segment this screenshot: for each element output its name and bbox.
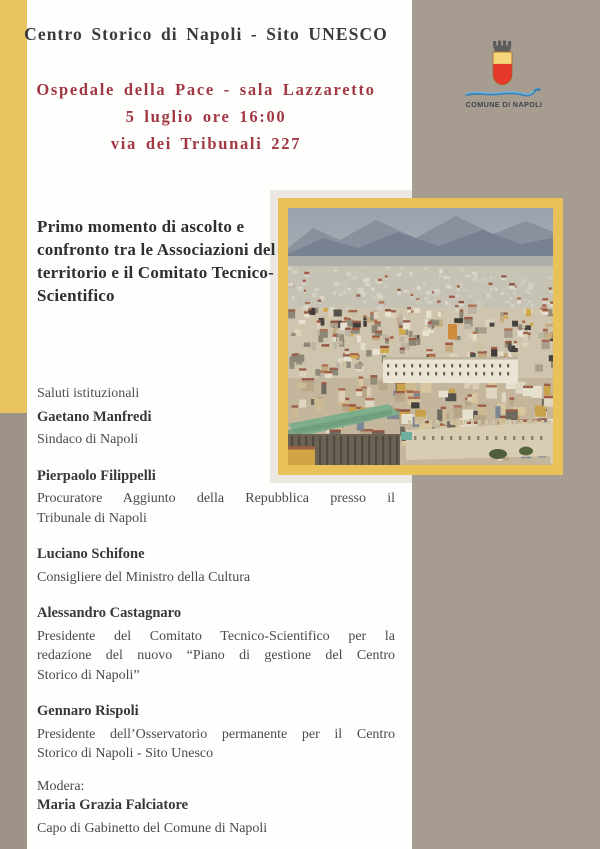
speaker-role: Storico di Napoli - Sito Unesco bbox=[37, 746, 214, 761]
program-list bbox=[37, 384, 395, 838]
logo-caption: COMUNE DI NAPOLI bbox=[465, 100, 543, 109]
speaker-role: Procuratore Aggiunto della Repubblica presso il bbox=[37, 491, 395, 506]
intro-line: Scientifico bbox=[37, 286, 115, 305]
left-accent-stripe-gray bbox=[0, 413, 27, 849]
speaker-name: Alessandro Castagnaro bbox=[37, 605, 182, 621]
speaker-name: Gaetano Manfredi bbox=[37, 408, 152, 425]
event-info bbox=[0, 76, 412, 157]
speaker-role: Presidente del Comitato Tecnico-Scientifico per la bbox=[37, 628, 395, 644]
event-address: via dei Tribunali 227 bbox=[110, 134, 302, 153]
speaker-name: Gennaro Rispoli bbox=[37, 703, 139, 719]
comune-di-napoli-logo bbox=[460, 38, 548, 112]
moderator-role: Capo di Gabinetto del Comune di Napoli bbox=[37, 820, 268, 836]
intro-line: Primo momento di ascolto e bbox=[37, 217, 245, 236]
left-accent-stripe-yellow bbox=[0, 0, 27, 413]
speaker-entry bbox=[37, 408, 395, 450]
speaker-role: Consigliere del Ministro della Cultura bbox=[37, 569, 251, 585]
speaker-name: Luciano Schifone bbox=[37, 546, 145, 562]
section-label: Saluti istituzionali bbox=[37, 386, 140, 401]
event-datetime: 5 luglio ore 16:00 bbox=[125, 107, 287, 126]
speaker-role: Tribunale di Napoli bbox=[37, 510, 147, 526]
event-venue: Ospedale della Pace - sala Lazzaretto bbox=[36, 80, 376, 99]
napoli-crest-icon bbox=[460, 38, 548, 112]
moderator-entry bbox=[37, 777, 395, 839]
intro-line: confronto tra le Associazioni del bbox=[37, 240, 276, 259]
speaker-role: Storico di Napoli” bbox=[37, 667, 140, 683]
page-title: Centro Storico di Napoli - Sito UNESCO bbox=[24, 24, 388, 44]
intro-line: territorio e il Comitato Tecnico- bbox=[37, 263, 274, 282]
speaker-entry bbox=[37, 467, 395, 529]
moderator-name: Maria Grazia Falciatore bbox=[37, 797, 189, 813]
speaker-role: Sindaco di Napoli bbox=[37, 432, 139, 447]
speaker-entry bbox=[37, 604, 395, 685]
speaker-entry bbox=[37, 702, 395, 764]
speaker-entry bbox=[37, 545, 395, 587]
speaker-name: Pierpaolo Filippelli bbox=[37, 467, 156, 484]
speaker-role: Presidente dell’Osservatorio permanente per il Centro bbox=[37, 726, 395, 742]
intro-paragraph bbox=[37, 215, 409, 307]
moderator-label: Modera: bbox=[37, 778, 85, 794]
speaker-role: redazione del nuovo “Piano di gestione del Centro bbox=[37, 648, 395, 663]
